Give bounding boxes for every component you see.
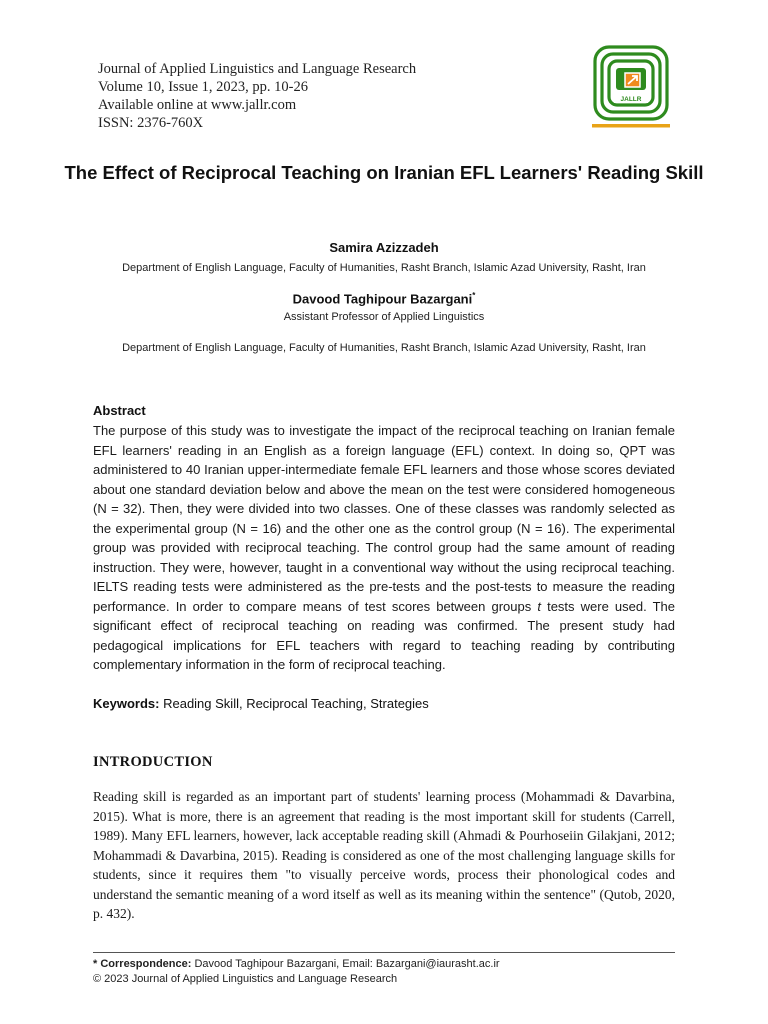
- keywords-label: Keywords:: [93, 696, 160, 711]
- abstract-text: The purpose of this study was to investigate the impact of the reciprocal teaching on Iranian female EFL learners' reading in an English as a foreign language (EFL) context. In doing so, QPT was administered to 40 Iranian upper-intermediate female EFL learners and those whose scores deviated about one standard deviation below and above the mean on the test were considered homogeneous (N = 32). Then, they were divided into two classes. One of these classes was randomly selected as the experimental group (N = 16) and the other one as the control group (N = 16). The experimental group was provided with reciprocal teaching. The control group had the same amount of reading instruction. They were, however, taught in a conventional way without the using reciprocal teaching. IELTS reading tests were administered as the pre-tests and the post-tests to measure the reading performance. In order to compare means of test scores between groups t tests were used. The significant effect of reciprocal teaching on reading was confirmed. The present study had pedagogical implications for EFL teachers with regard to teaching reading by contributing complementary information in the form of reciprocal teaching.: [93, 423, 675, 672]
- footer: [93, 957, 500, 987]
- paper-title: The Effect of Reciprocal Teaching on Iranian EFL Learners' Reading Skill: [64, 162, 704, 183]
- keywords: [93, 695, 429, 713]
- author-affiliation: Department of English Language, Faculty of Humanities, Rasht Branch, Islamic Azad University, Rasht, Iran: [122, 342, 646, 354]
- correspondence-line: * Correspondence: Davood Taghipour Bazargani, Email: Bazargani@iaurasht.ac.ir: [93, 958, 500, 970]
- t-test-letter: t: [537, 598, 541, 614]
- journal-online: Available online at www.jallr.com: [98, 97, 297, 113]
- author-position: Assistant Professor of Applied Linguistics: [283, 311, 485, 323]
- logo-text: JALLR: [620, 96, 642, 103]
- corresponding-author-marker: *: [472, 291, 476, 300]
- author-name: Davood Taghipour Bazargani*: [292, 291, 476, 307]
- introduction-text: Reading skill is regarded as an important part of students' learning process (Mohammadi & Davarbina, 2015). What is more, there is an agreement that reading is the most important skill for students (Carrell, 1989). Many EFL learners, however, lack acceptable reading skill (Ahmadi & Pourhoseiin Gilakjani, 2012; Mohammadi & Davarbina, 2015). Reading is considered as one of the most challenging language skills for students, since it requires them "to visually perceive words, process their phonological codes and understand the semantic meaning of a word itself as well as its meaning within the sentence" (Qutob, 2020, p. 432).: [93, 789, 675, 921]
- author-affiliation: Department of English Language, Faculty of Humanities, Rasht Branch, Islamic Azad University, Rasht, Iran: [122, 262, 646, 274]
- journal-info: [98, 60, 416, 132]
- introduction-heading: INTRODUCTION: [93, 754, 213, 770]
- journal-volume: Volume 10, Issue 1, 2023, pp. 10-26: [98, 79, 308, 95]
- author-name: Samira Azizzadeh: [329, 240, 439, 255]
- footer-divider: [93, 952, 675, 953]
- keywords-value: Reading Skill, Reciprocal Teaching, Strategies: [163, 696, 429, 711]
- abstract-heading: Abstract: [93, 403, 146, 418]
- journal-issn: ISSN: 2376-760X: [98, 115, 204, 131]
- journal-name: Journal of Applied Linguistics and Language Research: [98, 61, 417, 77]
- jallr-logo-icon: [592, 44, 670, 130]
- copyright-line: © 2023 Journal of Applied Linguistics and Language Research: [93, 973, 398, 985]
